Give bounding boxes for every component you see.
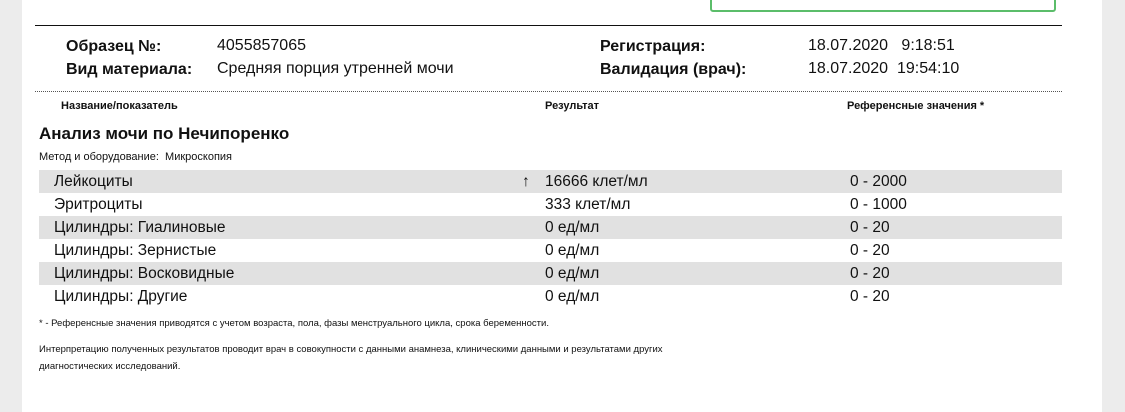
top-divider [35,25,1062,26]
row-name: Цилиндры: Зернистые [54,242,217,259]
dotted-divider [35,91,1062,92]
sample-number-label: Образец №: [66,38,162,55]
row-result: 16666 клет/мл [545,173,648,190]
row-name: Цилиндры: Гиалиновые [54,219,226,236]
row-reference: 0 - 20 [850,288,890,305]
column-header-result: Результат [545,100,600,112]
green-framed-box [710,0,1056,12]
row-reference: 0 - 20 [850,242,890,259]
row-name: Эритроциты [54,196,143,213]
row-result: 0 ед/мл [545,219,600,236]
method-line: Метод и оборудование: Микроскопия [39,151,233,163]
validation-label: Валидация (врач): [600,61,747,78]
row-reference: 0 - 1000 [850,196,907,213]
material-type-value: Средняя порция утренней мочи [217,60,454,77]
row-name: Цилиндры: Восковидные [54,265,235,282]
column-header-reference: Референсные значения * [847,100,985,112]
row-result: 0 ед/мл [545,242,600,259]
row-result: 0 ед/мл [545,265,600,282]
row-result: 333 клет/мл [545,196,631,213]
row-reference: 0 - 20 [850,219,890,236]
section-title: Анализ мочи по Нечипоренко [39,124,290,143]
registration-value: 18.07.2020 9:18:51 [808,37,955,54]
table-row [39,193,1062,216]
table-row [39,239,1062,262]
interpretation-note-line2: диагностических исследований. [39,361,181,372]
sample-number-value: 4055857065 [217,37,306,54]
reference-footnote: * - Референсные значения приводятся с учетом возраста, пола, фазы менструального цикла, срока беременности. [39,318,549,329]
row-name: Лейкоциты [54,173,133,190]
registration-label: Регистрация: [600,38,706,55]
material-type-label: Вид материала: [66,61,193,78]
validation-value: 18.07.2020 19:54:10 [808,60,960,77]
table-row [39,216,1062,239]
interpretation-note-line1: Интерпретацию полученных результатов проводит врач в совокупности с данными анамнеза, клиническими данными и результатами других [39,344,663,355]
arrow-up-icon: ↑ [522,173,530,190]
row-name: Цилиндры: Другие [54,288,188,305]
table-row [39,170,1062,193]
table-row [39,262,1062,285]
row-reference: 0 - 20 [850,265,890,282]
column-header-name: Название/показатель [61,100,178,112]
table-row [39,285,1062,308]
row-result: 0 ед/мл [545,288,600,305]
row-reference: 0 - 2000 [850,173,907,190]
